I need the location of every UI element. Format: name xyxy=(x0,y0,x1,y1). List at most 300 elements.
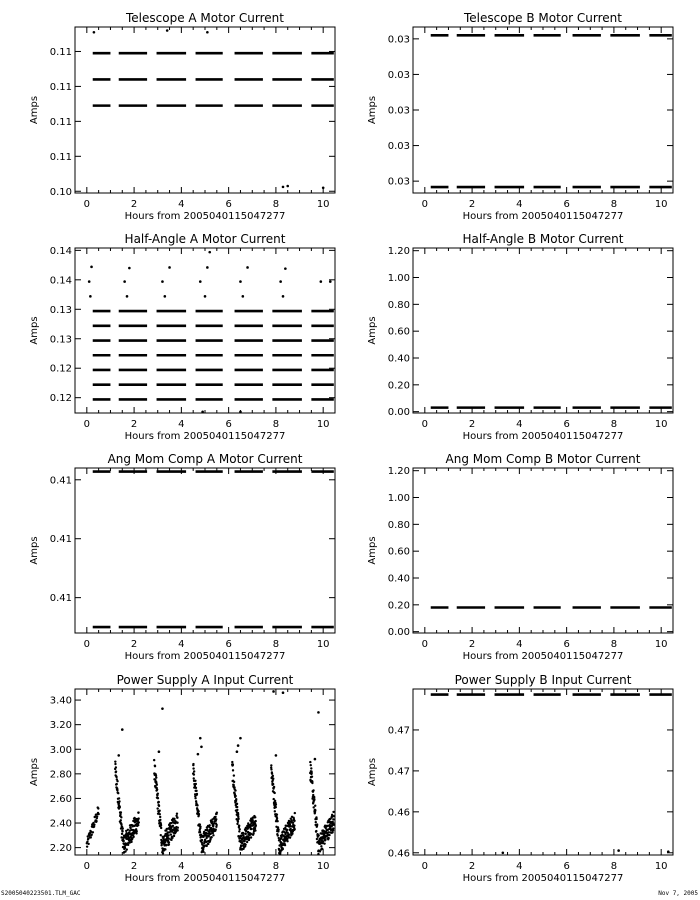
data-point xyxy=(313,798,315,800)
data-point xyxy=(315,818,317,820)
data-point xyxy=(284,844,286,846)
data-point xyxy=(168,843,170,845)
data-point xyxy=(286,829,288,831)
y-tick-label: 1.20 xyxy=(387,246,410,258)
chart-panel xyxy=(367,673,673,884)
data-point xyxy=(126,295,129,298)
data-point xyxy=(250,833,252,835)
x-tick-label: 2 xyxy=(130,419,138,430)
x-tick-label: 8 xyxy=(272,639,280,650)
data-point xyxy=(332,815,334,817)
y-tick-label: 3.40 xyxy=(49,695,72,707)
data-point xyxy=(282,691,285,694)
data-point xyxy=(156,784,158,786)
x-tick-label: 4 xyxy=(516,199,523,210)
data-point xyxy=(159,819,161,821)
data-point xyxy=(282,848,284,850)
data-point xyxy=(135,832,137,834)
data-point xyxy=(236,809,238,811)
data-point xyxy=(160,824,162,826)
data-point xyxy=(331,821,333,823)
y-tick-label: 0.41 xyxy=(49,534,72,546)
data-point xyxy=(172,825,174,827)
data-point xyxy=(310,764,312,766)
data-point xyxy=(197,810,199,812)
data-point xyxy=(158,801,160,803)
data-point xyxy=(86,841,88,843)
data-point xyxy=(193,777,195,779)
data-point xyxy=(254,829,256,831)
data-point xyxy=(327,837,329,839)
data-point xyxy=(272,775,274,777)
x-tick-label: 4 xyxy=(178,861,185,872)
data-point xyxy=(115,770,117,772)
x-tick-label: 4 xyxy=(178,419,185,430)
x-tick-label: 2 xyxy=(130,199,138,210)
y-tick-label: 0.60 xyxy=(387,546,410,558)
data-point xyxy=(315,830,317,832)
data-point xyxy=(332,818,334,820)
y-tick-label: 1.20 xyxy=(387,466,410,478)
data-point xyxy=(96,815,98,817)
y-tick-label: 0.80 xyxy=(387,299,410,311)
data-point xyxy=(311,772,313,774)
y-tick-label: 0.12 xyxy=(49,363,72,375)
x-axis-label: Hours from 2005040115047277 xyxy=(462,651,624,662)
y-tick-label: 0.03 xyxy=(387,34,410,46)
y-tick-label: 1.00 xyxy=(387,493,410,505)
data-point xyxy=(120,823,122,825)
data-point xyxy=(164,295,167,298)
y-tick-label: 3.20 xyxy=(49,720,72,732)
data-point xyxy=(277,828,279,830)
data-point xyxy=(116,789,118,791)
data-point xyxy=(118,797,120,799)
data-point xyxy=(314,809,316,811)
plot-frame xyxy=(413,689,673,855)
data-point xyxy=(250,828,252,830)
data-point xyxy=(118,800,120,802)
data-point xyxy=(127,829,129,831)
data-point xyxy=(157,792,159,794)
data-point xyxy=(122,827,124,829)
data-point xyxy=(173,818,175,820)
chart-panel xyxy=(29,452,335,662)
data-point xyxy=(176,829,178,831)
data-point xyxy=(128,267,131,270)
data-point xyxy=(176,822,178,824)
data-point xyxy=(176,817,178,819)
data-point xyxy=(193,770,195,772)
data-point xyxy=(121,833,123,835)
data-point xyxy=(331,831,333,833)
data-point xyxy=(115,766,117,768)
x-tick-label: 0 xyxy=(421,419,429,430)
data-point xyxy=(272,690,275,693)
x-tick-label: 8 xyxy=(610,861,618,872)
data-point xyxy=(156,788,158,790)
data-point xyxy=(215,824,217,826)
data-point xyxy=(236,806,238,808)
data-point xyxy=(246,266,249,269)
data-point xyxy=(270,764,272,766)
data-point xyxy=(90,836,92,838)
chart-title: Telescope B Motor Current xyxy=(463,11,623,25)
data-point xyxy=(294,812,296,814)
data-point xyxy=(502,851,505,854)
data-point xyxy=(206,31,209,34)
data-point xyxy=(158,805,160,807)
data-point xyxy=(117,754,120,757)
data-point xyxy=(138,821,140,823)
data-point xyxy=(276,813,278,815)
x-tick-label: 6 xyxy=(563,861,570,872)
data-point xyxy=(322,186,325,189)
chart-title: Telescope A Motor Current xyxy=(126,11,284,25)
data-point xyxy=(235,798,237,800)
footer-date: Nov 7, 2005 xyxy=(658,890,698,897)
y-tick-label: 2.80 xyxy=(49,769,72,781)
y-tick-label: 0.03 xyxy=(387,69,410,81)
data-point xyxy=(237,821,239,823)
x-axis-label: Hours from 2005040115047277 xyxy=(124,873,286,884)
data-point xyxy=(320,280,323,283)
x-tick-label: 10 xyxy=(654,639,668,650)
data-point xyxy=(214,828,216,830)
data-point xyxy=(234,795,236,797)
data-point xyxy=(164,848,166,850)
data-point xyxy=(320,845,322,847)
plot-frame xyxy=(75,248,335,413)
data-point xyxy=(119,806,121,808)
data-point xyxy=(200,745,203,748)
data-point xyxy=(177,827,179,829)
y-tick-label: 0.41 xyxy=(49,475,72,487)
data-point xyxy=(194,797,196,799)
data-point xyxy=(195,787,197,789)
x-tick-label: 2 xyxy=(130,861,138,872)
data-point xyxy=(254,827,256,829)
data-point xyxy=(276,817,278,819)
data-point xyxy=(231,761,233,763)
data-point xyxy=(216,811,218,813)
data-point xyxy=(316,838,318,840)
data-point xyxy=(157,797,159,799)
data-point xyxy=(162,852,164,854)
data-point xyxy=(317,711,320,714)
y-tick-label: 0.03 xyxy=(387,105,410,117)
data-point xyxy=(208,251,211,254)
data-point xyxy=(153,759,155,761)
x-axis-label: Hours from 2005040115047277 xyxy=(462,431,624,442)
x-tick-label: 10 xyxy=(654,861,668,872)
y-tick-label: 0.20 xyxy=(387,600,410,612)
data-point xyxy=(246,841,248,843)
data-point xyxy=(214,816,216,818)
data-point xyxy=(160,834,162,836)
data-point xyxy=(275,803,277,805)
data-point xyxy=(237,814,239,816)
data-point xyxy=(167,834,169,836)
y-tick-label: 0.60 xyxy=(387,326,410,338)
y-tick-label: 0.03 xyxy=(387,141,410,153)
data-point xyxy=(130,841,132,843)
chart-title: Half-Angle A Motor Current xyxy=(124,232,286,246)
x-tick-label: 0 xyxy=(83,639,91,650)
y-tick-label: 0.46 xyxy=(387,807,410,819)
x-tick-label: 10 xyxy=(316,199,330,210)
y-tick-label: 0.00 xyxy=(387,407,410,419)
data-point xyxy=(158,810,160,812)
data-point xyxy=(173,835,175,837)
y-tick-label: 0.80 xyxy=(387,519,410,531)
data-point xyxy=(312,789,314,791)
data-point xyxy=(202,848,204,850)
data-point xyxy=(239,280,242,283)
data-point xyxy=(233,781,235,783)
data-point xyxy=(114,763,116,765)
data-point xyxy=(115,776,117,778)
chart-panel xyxy=(367,232,673,442)
data-point xyxy=(121,728,124,731)
chart-panel xyxy=(367,11,673,222)
x-tick-label: 4 xyxy=(178,639,185,650)
x-tick-label: 0 xyxy=(421,199,429,210)
data-point xyxy=(277,826,279,828)
data-point xyxy=(114,760,116,762)
data-point xyxy=(210,836,212,838)
data-point xyxy=(252,819,254,821)
data-point xyxy=(170,833,172,835)
data-point xyxy=(250,836,252,838)
data-point xyxy=(324,839,326,841)
plot-frame xyxy=(75,27,335,193)
x-tick-label: 6 xyxy=(225,419,232,430)
x-tick-label: 0 xyxy=(421,639,429,650)
data-point xyxy=(199,280,202,283)
chart-title: Ang Mom Comp A Motor Current xyxy=(107,452,303,466)
data-point xyxy=(166,29,169,32)
data-point xyxy=(272,783,274,785)
data-point xyxy=(211,821,213,823)
y-tick-label: 0.11 xyxy=(49,116,72,128)
y-tick-label: 0.20 xyxy=(387,380,410,392)
data-point xyxy=(87,843,89,845)
data-point xyxy=(311,782,313,784)
y-axis-label: Amps xyxy=(367,316,378,345)
data-point xyxy=(310,767,312,769)
data-point xyxy=(120,816,122,818)
data-point xyxy=(120,819,122,821)
data-point xyxy=(95,820,97,822)
y-tick-label: 2.20 xyxy=(49,843,72,855)
x-tick-label: 10 xyxy=(316,639,330,650)
data-point xyxy=(196,804,198,806)
y-tick-label: 0.11 xyxy=(49,46,72,58)
x-tick-label: 2 xyxy=(468,639,476,650)
chart-panel xyxy=(29,673,335,884)
y-tick-label: 0.13 xyxy=(49,334,72,346)
x-tick-label: 4 xyxy=(178,199,185,210)
data-point xyxy=(236,750,239,753)
x-axis-label: Hours from 2005040115047277 xyxy=(124,431,286,442)
data-point xyxy=(254,820,256,822)
data-point xyxy=(236,823,238,825)
x-tick-label: 6 xyxy=(225,639,232,650)
data-point xyxy=(239,737,242,740)
data-point xyxy=(237,744,240,747)
data-point xyxy=(242,832,244,834)
data-point xyxy=(238,830,240,832)
data-point xyxy=(237,818,239,820)
data-point xyxy=(123,840,125,842)
data-point xyxy=(154,765,156,767)
data-point xyxy=(329,280,332,283)
chart-panel xyxy=(367,452,673,662)
chart-panel xyxy=(29,232,335,442)
data-point xyxy=(272,778,274,780)
x-tick-label: 0 xyxy=(83,419,91,430)
data-point xyxy=(617,849,620,852)
data-point xyxy=(97,813,99,815)
data-point xyxy=(93,824,95,826)
x-tick-label: 6 xyxy=(225,199,232,210)
y-tick-label: 0.12 xyxy=(49,393,72,405)
x-tick-label: 6 xyxy=(563,199,570,210)
y-axis-label: Amps xyxy=(367,757,378,787)
data-point xyxy=(90,833,92,835)
data-point xyxy=(274,800,276,802)
y-tick-label: 1.00 xyxy=(387,273,410,285)
data-point xyxy=(198,813,200,815)
data-point xyxy=(155,776,157,778)
data-point xyxy=(273,792,275,794)
x-tick-label: 10 xyxy=(654,419,668,430)
x-tick-label: 2 xyxy=(468,861,476,872)
y-axis-label: Amps xyxy=(29,316,40,345)
x-tick-label: 6 xyxy=(563,419,570,430)
x-axis-label: Hours from 2005040115047277 xyxy=(124,211,286,222)
y-tick-label: 0.11 xyxy=(49,151,72,163)
chart-panel xyxy=(29,11,335,222)
plot-frame xyxy=(413,248,673,413)
data-point xyxy=(316,823,318,825)
data-point xyxy=(242,295,245,298)
data-point xyxy=(667,850,670,853)
data-point xyxy=(176,813,178,815)
x-tick-label: 4 xyxy=(516,639,523,650)
data-point xyxy=(332,827,334,829)
data-point xyxy=(208,835,210,837)
data-point xyxy=(255,824,257,826)
data-point xyxy=(232,769,234,771)
data-point xyxy=(116,780,118,782)
data-point xyxy=(252,832,254,834)
data-point xyxy=(293,828,295,830)
plot-frame xyxy=(413,27,673,193)
data-point xyxy=(254,816,256,818)
data-point xyxy=(199,737,202,740)
data-point xyxy=(197,753,200,756)
data-point xyxy=(284,267,287,270)
data-point xyxy=(314,805,316,807)
y-tick-label: 0.46 xyxy=(387,848,410,860)
y-tick-label: 0.40 xyxy=(387,353,410,365)
data-point xyxy=(233,784,235,786)
data-point xyxy=(277,834,279,836)
x-tick-label: 8 xyxy=(272,199,280,210)
data-point xyxy=(137,824,139,826)
x-tick-label: 8 xyxy=(272,861,280,872)
data-point xyxy=(293,820,295,822)
chart-title: Power Supply B Input Current xyxy=(454,673,632,687)
x-axis-label: Hours from 2005040115047277 xyxy=(462,873,624,884)
data-point xyxy=(206,266,209,269)
data-point xyxy=(159,813,161,815)
data-point xyxy=(202,851,204,853)
data-point xyxy=(245,833,247,835)
data-point xyxy=(208,824,210,826)
data-point xyxy=(276,820,278,822)
chart-title: Ang Mom Comp B Motor Current xyxy=(445,452,641,466)
data-point xyxy=(244,843,246,845)
data-point xyxy=(86,845,88,847)
data-point xyxy=(168,841,170,843)
x-axis-label: Hours from 2005040115047277 xyxy=(462,211,624,222)
data-point xyxy=(279,280,282,283)
data-point xyxy=(196,793,198,795)
x-tick-label: 2 xyxy=(468,199,476,210)
data-point xyxy=(199,825,201,827)
data-point xyxy=(89,295,92,298)
data-point xyxy=(195,783,197,785)
data-point xyxy=(215,818,217,820)
data-point xyxy=(333,824,335,826)
y-axis-label: Amps xyxy=(29,536,40,565)
data-point xyxy=(204,295,207,298)
data-point xyxy=(328,834,330,836)
y-tick-label: 0.47 xyxy=(387,725,410,737)
data-point xyxy=(291,833,293,835)
data-point xyxy=(286,840,288,842)
data-point xyxy=(117,792,119,794)
data-point xyxy=(116,783,118,785)
data-point xyxy=(161,707,164,710)
data-point xyxy=(270,768,272,770)
data-point xyxy=(192,763,194,765)
data-point xyxy=(137,817,139,819)
data-point xyxy=(289,836,291,838)
data-point xyxy=(275,754,278,757)
data-point xyxy=(165,844,167,846)
data-point xyxy=(171,837,173,839)
y-tick-label: 2.40 xyxy=(49,818,72,830)
data-point xyxy=(158,750,161,753)
data-point xyxy=(313,796,315,798)
y-tick-label: 0.00 xyxy=(387,627,410,639)
data-point xyxy=(234,789,236,791)
data-point xyxy=(194,780,196,782)
data-point xyxy=(120,811,122,813)
data-point xyxy=(92,831,94,833)
x-tick-label: 2 xyxy=(130,639,138,650)
data-point xyxy=(97,807,99,809)
data-point xyxy=(274,810,276,812)
data-point xyxy=(192,767,194,769)
y-axis-label: Amps xyxy=(367,536,378,565)
data-point xyxy=(193,773,195,775)
data-point xyxy=(282,186,285,189)
